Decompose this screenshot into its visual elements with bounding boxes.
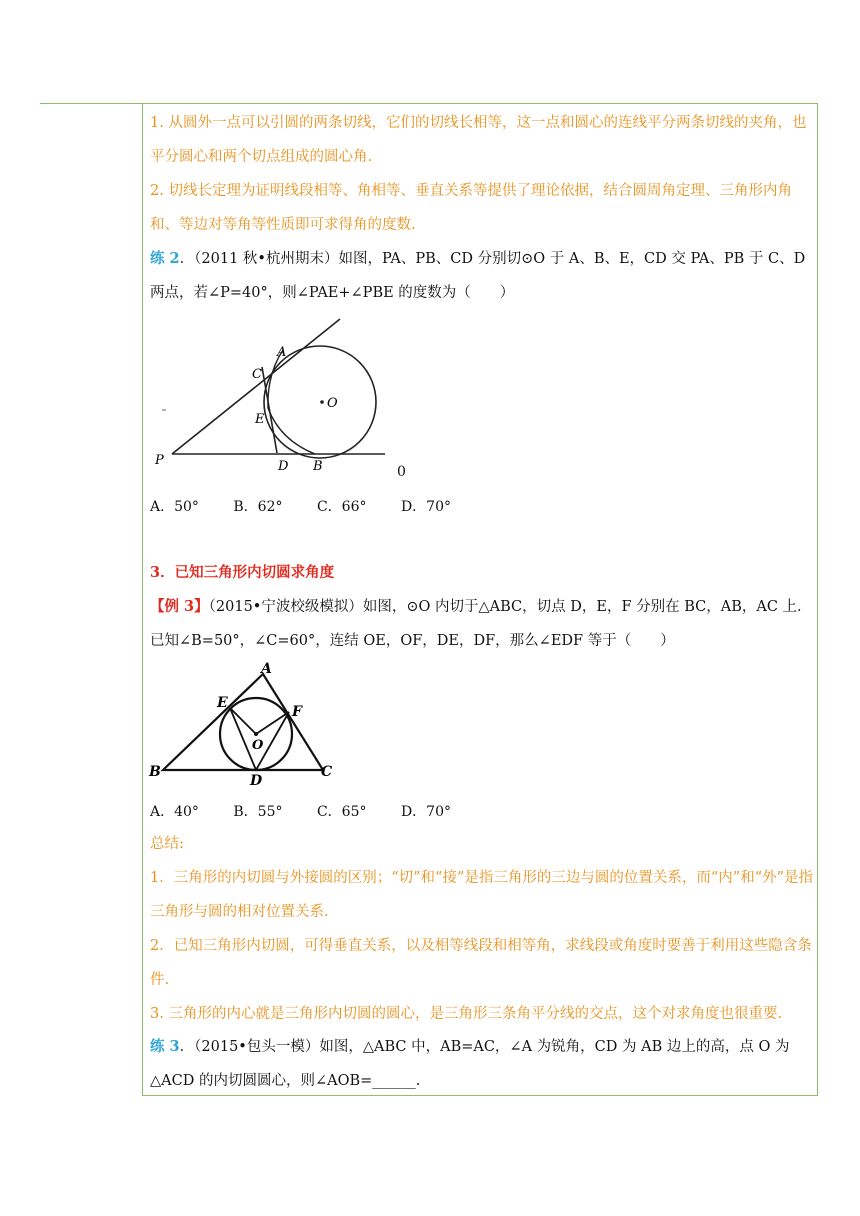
- exercise-2-tag: 练 2: [150, 250, 180, 267]
- option-b: B．55°: [233, 804, 283, 820]
- figure-incircle-triangle: [145, 658, 345, 788]
- label-D: D: [278, 459, 289, 474]
- header-rule: [40, 103, 142, 104]
- note-2: 2. 切线长定理为证明线段相等、角相等、垂直关系等提供了理论依据，结合圆周角定理、三角形内角和、等边对等角等性质即可求得角的度数.: [150, 183, 792, 233]
- figure-stray-mark: 0: [397, 464, 406, 480]
- option-a: A．50°: [150, 499, 199, 515]
- example-3-tag: 【例 3】: [150, 598, 209, 615]
- label-P: P: [155, 453, 164, 468]
- option-d: D．70°: [400, 804, 451, 820]
- option-b: B．62°: [233, 499, 283, 515]
- label-O: O: [327, 396, 338, 411]
- note-1: 1. 从圆外一点可以引圆的两条切线，它们的切线长相等，这一点和圆心的连线平分两条切线的夹角，也平分圆心和两个切点组成的圆心角.: [150, 115, 807, 165]
- section-3-title: 3．已知三角形内切圆求角度: [150, 564, 335, 581]
- exercise-2-text: ．（2011 秋•杭州期末）如图，PA、PB、CD 分别切⊙O 于 A、B、E，CD 交 PA、PB 于 C、D 两点，若∠P=40°，则∠PAE+∠PBE 的度数为（ ）: [150, 251, 806, 301]
- label-C: C: [321, 764, 333, 780]
- label-F: F: [292, 704, 302, 720]
- option-c: C．65°: [316, 804, 367, 820]
- option-c: C．66°: [316, 499, 367, 515]
- example-3-options: [150, 801, 481, 821]
- summary-item-3: 3. 三角形的内心就是三角形内切圆的圆心，是三角形三条角平分线的交点，这个对求角度也很重要.: [150, 1006, 783, 1022]
- example-3: [150, 590, 814, 658]
- summary-item-1: 1．三角形的内切圆与外接圆的区别；“切”和“接”是指三角形的三边与圆的位置关系，而“内”和“外”是指三角形与圆的相对位置关系.: [150, 870, 814, 920]
- label-A: A: [261, 661, 272, 677]
- label-B: B: [313, 459, 323, 474]
- label-E: E: [217, 695, 228, 711]
- label-O: O: [252, 738, 264, 753]
- label-D: D: [250, 773, 263, 788]
- option-d: D．70°: [400, 499, 451, 515]
- option-a: A．40°: [150, 804, 199, 820]
- summary-item-2: 2．已知三角形内切圆，可得垂直关系，以及相等线段和相等角，求线段或角度时要善于利用这些隐含条件.: [150, 938, 812, 988]
- exercise-3-tag: 练 3: [150, 1038, 180, 1055]
- exercise-3: [150, 1030, 814, 1098]
- exercise-2-options: [150, 496, 481, 516]
- label-C: C: [252, 367, 262, 382]
- label-E: E: [255, 412, 265, 427]
- label-B: B: [149, 764, 161, 780]
- example-3-text: （2015•宁波校级模拟）如图，⊙O 内切于△ABC，切点 D，E，F 分别在 BC，AB，AC 上．已知∠B=50°，∠C=60°，连结 OE，OF，DE，DF，那么∠EDF 等于（ ）: [150, 599, 812, 649]
- exercise-2: [150, 242, 814, 310]
- summary-title: 总结:: [150, 836, 184, 852]
- exercise-3-text: ．（2015•包头一模）如图，△ABC 中，AB=AC，∠A 为锐角，CD 为 AB 边上的高，点 O 为△ACD 的内切圆圆心，则∠AOB=______.: [150, 1039, 790, 1089]
- figure-tangent-circle: [145, 312, 415, 487]
- label-A: A: [277, 345, 287, 360]
